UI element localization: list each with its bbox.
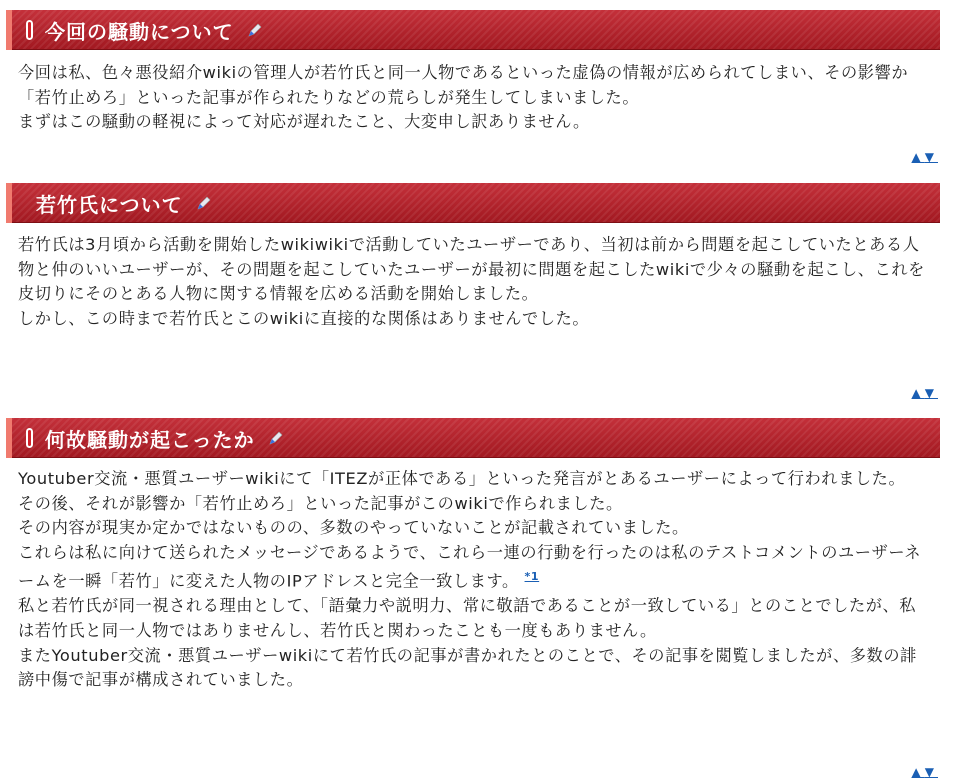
section-nav-3 [912,765,938,779]
heading-pill-icon [26,20,33,40]
section-title: 何故騒動が起こったか [45,427,255,452]
section-nav-1 [912,150,938,164]
footnote-link[interactable]: *1 [524,570,540,584]
paragraph: またYoutuber交流・悪質ユーザーwikiにて若竹氏の記事が書かれたとのことで、その記事を閲覧しましたが、多数の誹謗中傷で記事が構成されていました。 [18,645,917,690]
paragraph: 今回は私、色々悪役紹介wikiの管理人が若竹氏と同一人物であるといった虚偽の情報が広められてしまい、その影響か「若竹止めろ」といった記事が作られたりなどの荒らしが発生してしまいました。 [18,63,909,107]
paragraph: 若竹氏は3月頃から活動を開始したwikiwikiで活動していたユーザーであり、当初は前から問題を起こしていたとある人物と仲のいいユーザーが、その問題を起こしていたユーザーが最初に問題を起こしたwikiで少々の騒動を起こし、これを皮切りにそのとある人物に関する情報を広める活動を開始しました。 [18,235,925,304]
heading-pill-icon [26,428,33,448]
pencil-icon[interactable] [267,429,285,447]
paragraph: 私と若竹氏が同一視される理由として、「語彙力や説明力、常に敬語であることが一致している」とのことでしたが、私は若竹氏と同一人物ではありませんし、若竹氏と関わったことも一度もありません。 [18,596,917,640]
section-body-3 [18,467,928,693]
scroll-up-link[interactable]: ▲ [911,150,925,164]
section-body-2 [18,233,928,331]
section-heading-3 [6,418,940,458]
scroll-up-link[interactable]: ▲ [911,386,925,400]
section-title: 若竹氏について [36,192,183,217]
section-title: 今回の騒動について [45,19,234,44]
paragraph-text: これらは私に向けて送られたメッセージであるようで、これら一連の行動を行ったのは私のテストコメントのユーザーネームを一瞬「若竹」に変えた人物のIPアドレスと完全一致します。 [18,542,922,591]
scroll-up-link[interactable]: ▲ [911,765,925,779]
section-nav-2 [912,386,938,400]
paragraph: その内容が現実か定かではないものの、多数のやっていないことが記載されていました。 [18,518,689,538]
scroll-down-link[interactable]: ▼ [924,386,938,400]
section-heading-1 [6,10,940,50]
paragraph-with-footnote [18,541,928,595]
section-body-1 [18,61,928,135]
scroll-down-link[interactable]: ▼ [924,765,938,779]
section-heading-2 [6,183,940,223]
paragraph: まずはこの騒動の軽視によって対応が遅れたこと、大変申し訳ありません。 [18,112,590,132]
pencil-icon[interactable] [246,21,264,39]
paragraph: Youtuber交流・悪質ユーザーwikiにて「ITEZが正体である」といった発言がとあるユーザーによって行われました。 [18,469,906,488]
pencil-icon[interactable] [195,194,213,212]
paragraph: しかし、この時まで若竹氏とこのwikiに直接的な関係はありませんでした。 [18,308,590,328]
scroll-down-link[interactable]: ▼ [924,150,938,164]
paragraph: その後、それが影響か「若竹止めろ」といった記事がこのwikiで作られました。 [18,493,623,513]
